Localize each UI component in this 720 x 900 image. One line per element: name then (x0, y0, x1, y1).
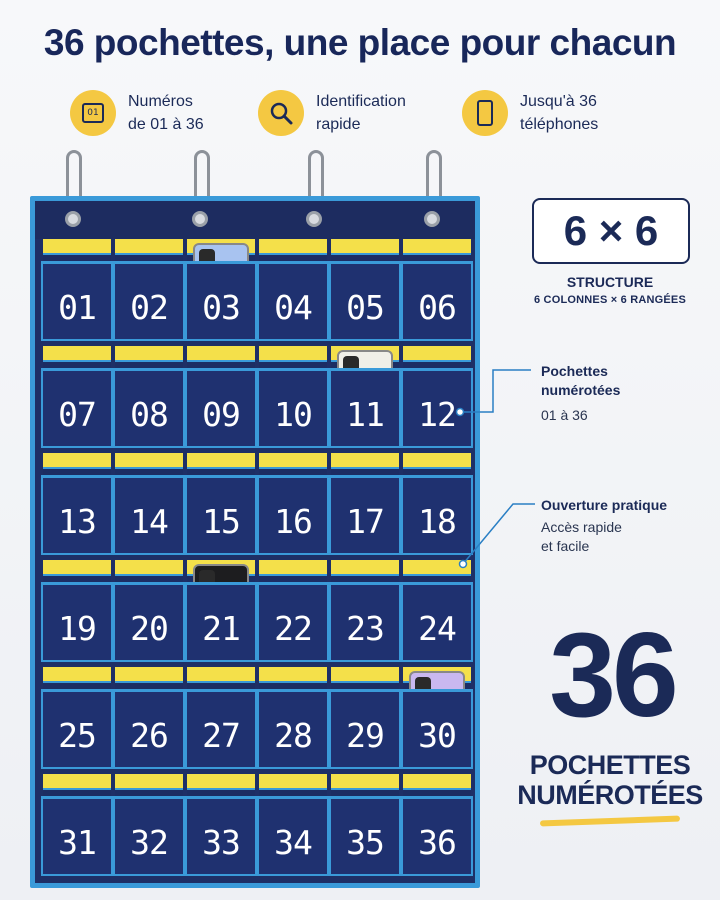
pocket-front (185, 796, 257, 876)
pocket-opening-trim (43, 453, 111, 469)
grommet-icon (192, 211, 208, 227)
pocket-opening-trim (259, 667, 327, 683)
pocket-13 (43, 453, 111, 553)
pocket-opening-trim (43, 239, 111, 255)
pocket-number: 26 (130, 716, 168, 755)
pocket-08 (115, 346, 183, 446)
pocket-number: 11 (346, 395, 384, 434)
pocket-number: 19 (58, 609, 96, 648)
pocket-opening-trim (43, 346, 111, 362)
pocket-opening-trim (43, 667, 111, 683)
callout-opening-title: Ouverture pratique (541, 497, 668, 513)
pocket-front (113, 582, 185, 662)
pocket-22 (259, 560, 327, 660)
callout-line-pockets (455, 368, 535, 418)
pocket-01 (43, 239, 111, 339)
search-icon (258, 90, 304, 136)
grommet-icon (424, 211, 440, 227)
pocket-number: 31 (58, 823, 96, 862)
pocket-17 (331, 453, 399, 553)
pocket-number: 02 (130, 288, 168, 327)
feature-numbers-line1: Numéros (128, 93, 193, 110)
page-title: 36 pochettes, une place pour chacun (43, 22, 677, 63)
pocket-number: 08 (130, 395, 168, 434)
structure-subtitle: 6 COLONNES × 6 RANGÉES (533, 294, 687, 306)
pocket-number: 24 (418, 609, 456, 648)
number-badge-icon: 01 (70, 90, 116, 136)
pocket-number: 18 (418, 502, 456, 541)
pocket-opening-trim (259, 346, 327, 362)
pocket-grid (41, 239, 473, 879)
pocket-front (185, 475, 257, 555)
pocket-number: 20 (130, 609, 168, 648)
pocket-front (329, 582, 401, 662)
pocket-09 (187, 346, 255, 446)
feature-numbers-line2: de 01 à 36 (128, 116, 204, 133)
pocket-front (257, 261, 329, 341)
pocket-35 (331, 774, 399, 874)
pocket-number: 32 (130, 823, 168, 862)
pocket-opening-trim (259, 239, 327, 255)
pocket-number: 21 (202, 609, 240, 648)
pocket-34 (259, 774, 327, 874)
pocket-15 (187, 453, 255, 553)
feature-identification (258, 90, 406, 136)
pocket-02 (115, 239, 183, 339)
structure-title: STRUCTURE (566, 274, 654, 290)
pocket-opening-trim (43, 560, 111, 576)
pocket-opening-trim (331, 774, 399, 790)
pocket-front (41, 475, 113, 555)
pocket-21 (187, 560, 255, 660)
pocket-27 (187, 667, 255, 767)
pocket-front (329, 689, 401, 769)
pocket-number: 35 (346, 823, 384, 862)
pocket-front (401, 796, 473, 876)
pocket-front (185, 368, 257, 448)
pocket-front (185, 261, 257, 341)
pocket-opening-trim (115, 560, 183, 576)
pocket-number: 16 (274, 502, 312, 541)
pocket-front (41, 796, 113, 876)
pocket-opening-trim (331, 667, 399, 683)
pocket-front (401, 582, 473, 662)
feature-phones-line2: téléphones (520, 116, 599, 133)
pocket-organizer (30, 196, 480, 888)
pocket-11 (331, 346, 399, 446)
pocket-opening-trim (403, 453, 471, 469)
pocket-number: 14 (130, 502, 168, 541)
pocket-number: 34 (274, 823, 312, 862)
pocket-front (41, 689, 113, 769)
pocket-front (329, 475, 401, 555)
pocket-front (41, 261, 113, 341)
pocket-number: 28 (274, 716, 312, 755)
pocket-opening-trim (187, 346, 255, 362)
feature-phones-line1: Jusqu'à 36 (520, 93, 597, 110)
grommet-icon (306, 211, 322, 227)
pocket-front (257, 582, 329, 662)
summary-label: POCHETTES NUMÉROTÉES (517, 750, 703, 810)
pocket-opening-trim (115, 774, 183, 790)
pocket-opening-trim (43, 774, 111, 790)
pocket-front (401, 261, 473, 341)
pocket-number: 22 (274, 609, 312, 648)
pocket-opening-trim (259, 560, 327, 576)
pocket-14 (115, 453, 183, 553)
pocket-number: 23 (346, 609, 384, 648)
pocket-16 (259, 453, 327, 553)
pocket-front (113, 796, 185, 876)
pocket-opening-trim (187, 774, 255, 790)
pocket-number: 13 (58, 502, 96, 541)
pocket-number: 29 (346, 716, 384, 755)
phone-icon (462, 90, 508, 136)
callout-pockets-title: Pochettes numérotées (541, 363, 621, 398)
pocket-number: 30 (418, 716, 456, 755)
pocket-04 (259, 239, 327, 339)
pocket-24 (403, 560, 471, 660)
pocket-20 (115, 560, 183, 660)
grommet-icon (65, 211, 81, 227)
pocket-opening-trim (403, 239, 471, 255)
pocket-front (113, 475, 185, 555)
pocket-opening-trim (187, 453, 255, 469)
pocket-number: 01 (58, 288, 96, 327)
pocket-number: 07 (58, 395, 96, 434)
pocket-10 (259, 346, 327, 446)
pocket-opening-trim (187, 667, 255, 683)
pocket-opening-trim (403, 346, 471, 362)
pocket-number: 33 (202, 823, 240, 862)
pocket-23 (331, 560, 399, 660)
pocket-opening-trim (259, 453, 327, 469)
pocket-number: 15 (202, 502, 240, 541)
pocket-front (257, 796, 329, 876)
pocket-29 (331, 667, 399, 767)
summary-number: 36 (549, 608, 675, 742)
pocket-front (257, 689, 329, 769)
pocket-31 (43, 774, 111, 874)
pocket-opening-trim (331, 453, 399, 469)
pocket-number: 17 (346, 502, 384, 541)
callout-pockets-sub: 01 à 36 (541, 407, 588, 423)
pocket-32 (115, 774, 183, 874)
pocket-front (185, 689, 257, 769)
pocket-number: 12 (418, 395, 456, 434)
pocket-36 (403, 774, 471, 874)
pocket-number: 05 (346, 288, 384, 327)
pocket-opening-trim (331, 239, 399, 255)
pocket-19 (43, 560, 111, 660)
pocket-opening-trim (115, 346, 183, 362)
pocket-03 (187, 239, 255, 339)
pocket-front (113, 368, 185, 448)
pocket-front (329, 368, 401, 448)
pocket-front (113, 261, 185, 341)
pocket-front (329, 261, 401, 341)
pocket-07 (43, 346, 111, 446)
feature-identification-line1: Identification (316, 93, 406, 110)
pocket-number: 10 (274, 395, 312, 434)
pocket-26 (115, 667, 183, 767)
pocket-opening-trim (331, 560, 399, 576)
grid-size-badge: 6 × 6 (532, 198, 690, 264)
pocket-front (257, 368, 329, 448)
feature-identification-line2: rapide (316, 116, 361, 133)
pocket-opening-trim (115, 453, 183, 469)
pocket-number: 04 (274, 288, 312, 327)
organizer-top-band (35, 201, 475, 239)
pocket-opening-trim (115, 239, 183, 255)
feature-phones (462, 90, 598, 136)
pocket-front (401, 689, 473, 769)
callout-opening-sub: Accès rapide et facile (541, 519, 622, 554)
pocket-front (185, 582, 257, 662)
pocket-front (329, 796, 401, 876)
callout-line-opening (455, 496, 537, 570)
pocket-number: 09 (202, 395, 240, 434)
pocket-number: 36 (418, 823, 456, 862)
pocket-front (41, 368, 113, 448)
pocket-05 (331, 239, 399, 339)
pocket-number: 06 (418, 288, 456, 327)
pocket-28 (259, 667, 327, 767)
pocket-number: 25 (58, 716, 96, 755)
pocket-opening-trim (115, 667, 183, 683)
pocket-06 (403, 239, 471, 339)
pocket-opening-trim (259, 774, 327, 790)
pocket-number: 03 (202, 288, 240, 327)
pocket-front (113, 689, 185, 769)
pocket-30 (403, 667, 471, 767)
feature-numbers (70, 90, 204, 136)
pocket-33 (187, 774, 255, 874)
pocket-front (41, 582, 113, 662)
pocket-25 (43, 667, 111, 767)
pocket-opening-trim (403, 774, 471, 790)
summary-underline (540, 816, 680, 827)
pocket-front (257, 475, 329, 555)
pocket-number: 27 (202, 716, 240, 755)
